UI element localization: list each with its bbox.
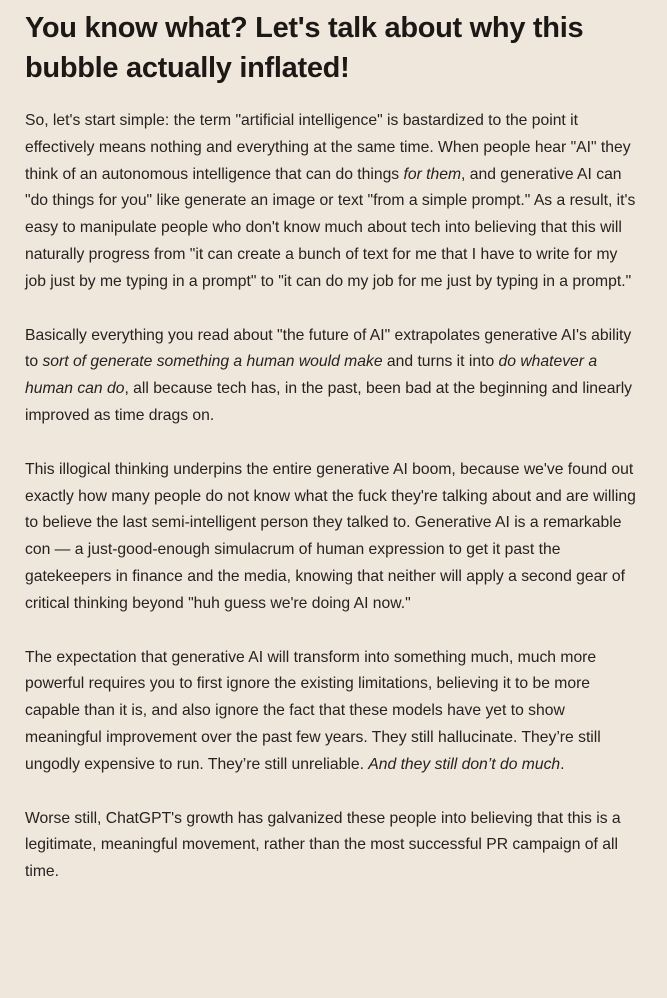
- body-text: The expectation that generative AI will transform into something much, much more powerful requires you to first ignore the existing limitations, believing it to be more capable than it is, and also ignore the fact that these models have yet to show meaningful improvement over the past few years. They still hallucinate. They’re still ungodly expensive to run. They’re still unreliable.: [25, 648, 601, 773]
- article-body: [25, 108, 639, 886]
- emphasis-text: sort of generate something a human would make: [42, 353, 383, 371]
- article-paragraph: [25, 645, 639, 779]
- body-text: and turns it into: [382, 353, 499, 371]
- emphasis-text: do whatever a human can do: [25, 353, 598, 398]
- article-paragraph: [25, 108, 639, 296]
- article-paragraph: [25, 323, 639, 430]
- emphasis-text: for them: [403, 165, 462, 183]
- article-paragraph: [25, 806, 639, 886]
- body-text: Basically everything you read about "the future of AI" extrapolates generative AI's ability to: [25, 326, 632, 371]
- body-text: So, let's start simple: the term "artificial intelligence" is bastardized to the point it effectively means nothing and everything at the same time. When people hear "AI" they think of an autonomous intelligence that can do things: [25, 112, 631, 183]
- body-text: Worse still, ChatGPT's growth has galvanized these people into believing that this is a legitimate, meaningful movement, rather than the most successful PR campaign of all time.: [25, 809, 621, 881]
- body-text: , and generative AI can "do things for you" like generate an image or text "from a simple prompt." As a result, it's easy to manipulate people who don't know much about tech into believing that this will naturally progress from "it can create a bunch of text for me that I have to write for my job just by me typing in a prompt" to "it can do my job for me just by typing in a prompt.": [25, 165, 636, 290]
- body-text: , all because tech has, in the past, been bad at the beginning and linearly improved as time drags on.: [25, 380, 633, 424]
- article-paragraph: [25, 457, 639, 618]
- body-text: This illogical thinking underpins the entire generative AI boom, because we've found out exactly how many people do not know what the fuck they're talking about and are willing to believe the last semi-intelligent person they talked to. Generative AI is a remarkable con — a just-good-enough simulacrum of human expression to get it past the gatekeepers in finance and the media, knowing that neither will apply a second gear of critical thinking beyond "huh guess we're doing AI now.": [25, 460, 636, 612]
- body-text: .: [560, 755, 565, 773]
- emphasis-text: And they still don’t do much: [368, 755, 561, 773]
- article-heading: You know what? Let's talk about why this bubble actually inflated!: [25, 12, 584, 84]
